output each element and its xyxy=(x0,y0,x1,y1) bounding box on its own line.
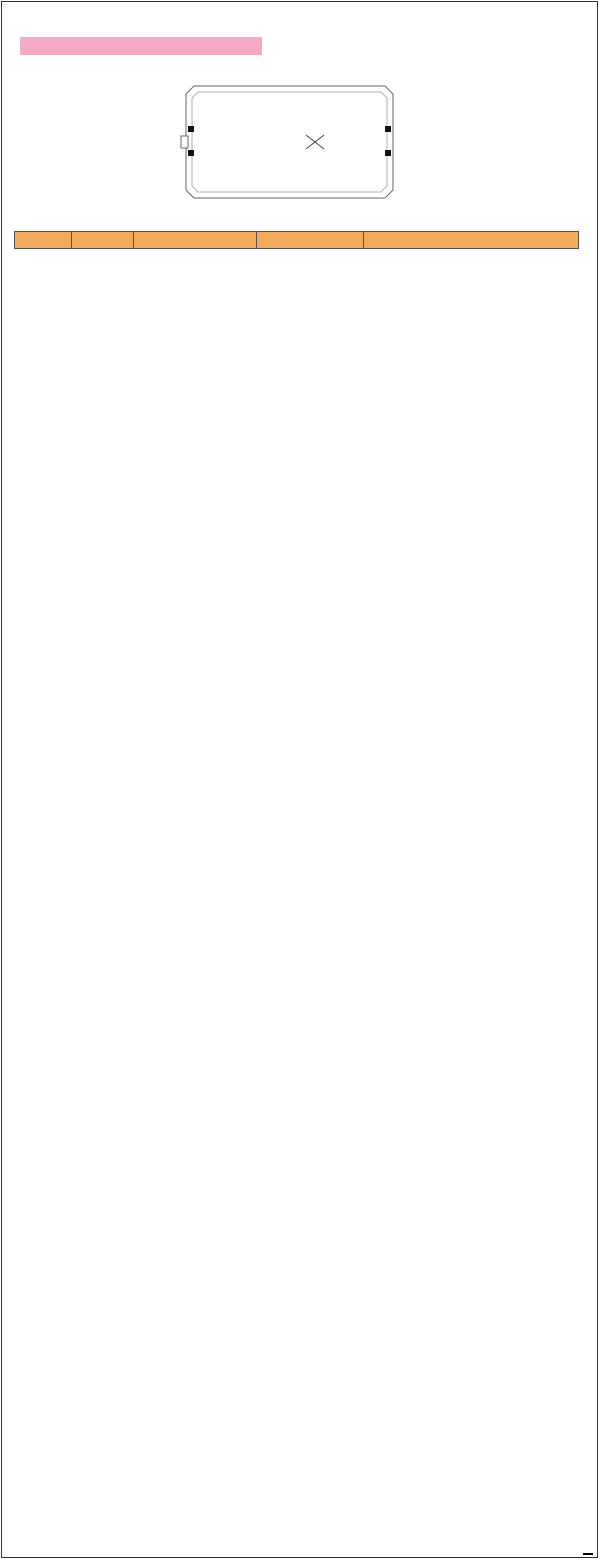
page-frame xyxy=(1,1,598,1558)
watermark xyxy=(583,1553,593,1555)
header-terminal-name xyxy=(134,232,257,249)
pin-table xyxy=(14,231,579,249)
header-pin-number xyxy=(15,232,72,249)
connector-diagram xyxy=(174,78,405,206)
connector-shell xyxy=(186,86,393,198)
connector-key-left-2 xyxy=(188,150,194,156)
header-wire-color xyxy=(72,232,134,249)
header-description xyxy=(257,232,364,249)
section-banner xyxy=(20,37,262,55)
connector-latch-left-top xyxy=(181,136,188,148)
table-header-row xyxy=(15,232,579,249)
header-signal xyxy=(364,232,579,249)
connector-key-left-1 xyxy=(188,126,194,132)
connector-key-right-1 xyxy=(385,126,391,132)
connector-key-right-2 xyxy=(385,150,391,156)
